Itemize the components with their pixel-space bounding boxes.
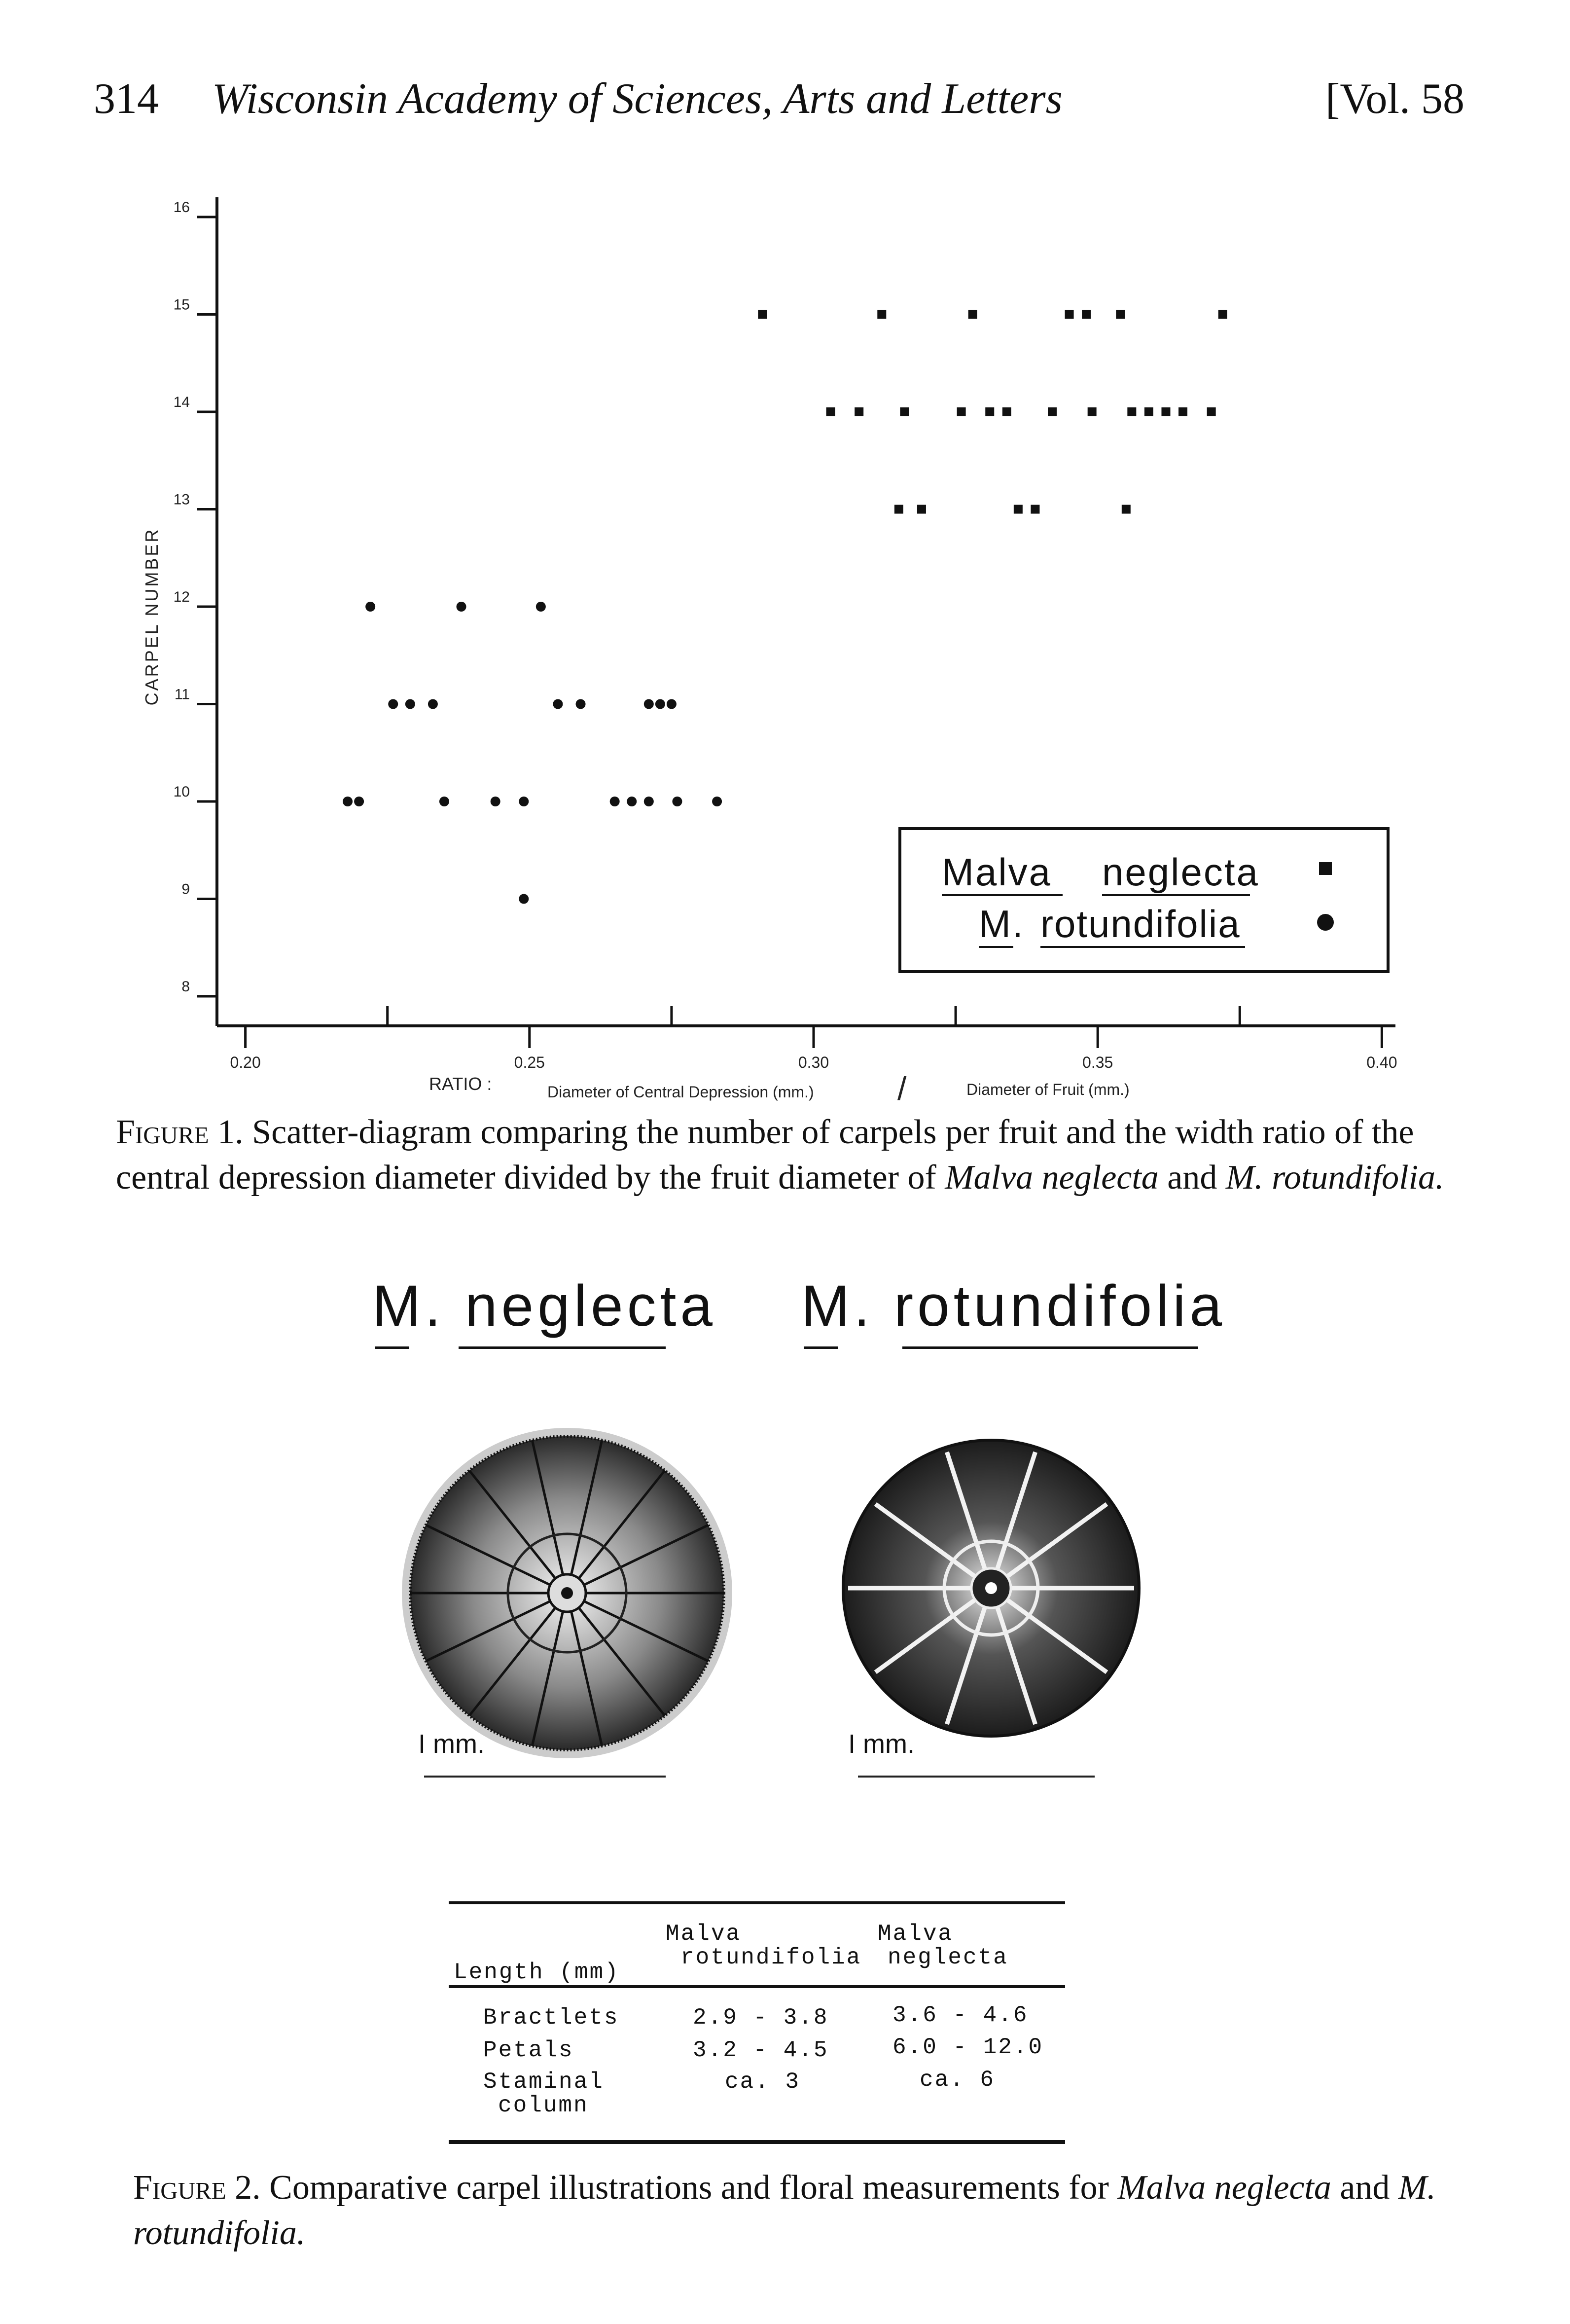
figure1-caption-label: Figure 1. (116, 1113, 244, 1151)
title-rotundifolia-genus: M. (801, 1273, 874, 1339)
x-tick-label: 0.25 (514, 1053, 545, 1071)
y-tick-label: 11 (174, 686, 190, 703)
y-tick-label: 13 (173, 491, 190, 508)
figure2-caption-species-2: M. rotundifolia. (133, 2169, 1436, 2252)
data-point-rotundifolia (576, 699, 586, 709)
data-point-neglecta (1122, 505, 1131, 514)
data-point-rotundifolia (354, 797, 364, 806)
data-point-rotundifolia (610, 797, 620, 806)
x-tick-label: 0.40 (1366, 1053, 1397, 1071)
x-axis-label-numerator: Diameter of Central Depression (mm.) (547, 1083, 814, 1101)
col-header-rotundifolia-line1: Malva (666, 1921, 742, 1947)
scale-label-right: I mm. (848, 1729, 915, 1759)
title-rotundifolia-species: rotundifolia (893, 1273, 1226, 1339)
data-point-neglecta (968, 310, 977, 319)
data-point-rotundifolia (553, 699, 563, 709)
table-header-rule (449, 1985, 1065, 1988)
title-neglecta-genus: M. (372, 1273, 445, 1339)
table-row-label: Bractlets (483, 2005, 619, 2031)
underline (804, 1346, 838, 1349)
data-point-rotundifolia (519, 797, 529, 806)
col-header-neglecta-line2: neglecta (888, 1945, 1008, 1970)
table-cell-neglecta: ca. 6 (920, 2067, 996, 2093)
data-point-neglecta (1178, 407, 1187, 416)
data-point-rotundifolia (491, 797, 500, 806)
data-point-neglecta (1161, 407, 1170, 416)
data-point-neglecta (894, 505, 903, 514)
legend-label-neglecta-genus: Malva (942, 850, 1052, 894)
table-row-label: Staminal (483, 2069, 604, 2095)
table-top-rule (449, 1901, 1065, 1904)
x-axis-label-slash: / (897, 1070, 907, 1107)
figure1-caption-species-1: Malva neglecta (945, 1159, 1159, 1197)
legend-label-rotundifolia-genus: M. (979, 902, 1025, 945)
x-axis-ticks (230, 1006, 1397, 1071)
data-point-rotundifolia (644, 797, 654, 806)
data-point-neglecta (1207, 407, 1216, 416)
data-point-rotundifolia (405, 699, 415, 709)
data-point-neglecta (957, 407, 966, 416)
figure1-scatter-chart (113, 187, 1425, 1139)
legend-marker-circle (1317, 914, 1334, 931)
data-point-rotundifolia (439, 797, 449, 806)
x-tick-label: 0.20 (230, 1053, 261, 1071)
axis-labels (142, 528, 1130, 1107)
journal-title: Wisconsin Academy of Sciences, Arts and Letters (212, 75, 1063, 123)
data-point-rotundifolia (428, 699, 438, 709)
y-tick-label: 9 (181, 881, 190, 898)
data-point-rotundifolia (388, 699, 398, 709)
fruit-illustration-rotundifolia (833, 1430, 1149, 1746)
figure2-caption-text: Comparative carpel illustrations and floral measurements for (269, 2169, 1109, 2207)
x-tick-label: 0.30 (798, 1053, 829, 1071)
data-point-neglecta (877, 310, 886, 319)
scale-bar-left (424, 1776, 666, 1778)
underline (459, 1346, 666, 1349)
data-point-neglecta (1127, 407, 1136, 416)
title-neglecta-species: neglecta (464, 1273, 717, 1339)
table-cell-rotundifolia: 3.2 - 4.5 (693, 2037, 829, 2063)
data-point-neglecta (1048, 407, 1057, 416)
scale-label-left: I mm. (418, 1729, 485, 1759)
y-tick-label: 12 (173, 589, 190, 605)
volume-label: [Vol. 58 (1325, 75, 1464, 123)
data-point-neglecta (1065, 310, 1074, 319)
data-point-rotundifolia (457, 602, 466, 612)
y-tick-label: 8 (181, 979, 190, 995)
data-point-neglecta (826, 407, 835, 416)
col-header-rotundifolia-line2: rotundifolia (680, 1945, 862, 1970)
fruit-illustration-neglecta (394, 1420, 740, 1766)
data-point-neglecta (1031, 505, 1039, 514)
data-point-rotundifolia (627, 797, 637, 806)
table-bottom-rule (449, 2140, 1065, 2144)
x-axis-label-denominator: Diameter of Fruit (mm.) (966, 1081, 1130, 1098)
scale-bar-right (858, 1776, 1095, 1778)
table-cell-neglecta: 3.6 - 4.6 (892, 2002, 1029, 2028)
legend-label-rotundifolia-species: rotundifolia (1040, 902, 1241, 945)
data-point-neglecta (1014, 505, 1023, 514)
data-point-rotundifolia (672, 797, 682, 806)
data-point-neglecta (917, 505, 926, 514)
data-point-rotundifolia (712, 797, 722, 806)
x-axis-label-prefix: RATIO : (429, 1074, 492, 1094)
col-header-neglecta-line1: Malva (878, 1921, 954, 1947)
figure2-title-neglecta (372, 1272, 716, 1340)
data-points (343, 310, 1227, 904)
data-point-neglecta (1144, 407, 1153, 416)
figure2-caption (133, 2165, 1460, 2256)
data-point-neglecta (855, 407, 863, 416)
measurements-table (449, 1901, 1065, 2158)
figure2-title-rotundifolia (801, 1272, 1226, 1340)
underline (375, 1346, 409, 1349)
table-cell-rotundifolia: 2.9 - 3.8 (693, 2005, 829, 2031)
data-point-neglecta (1116, 310, 1125, 319)
data-point-rotundifolia (519, 894, 529, 904)
y-tick-label: 10 (173, 784, 190, 800)
legend-marker-square (1319, 862, 1332, 875)
figure2-caption-label: Figure 2. (133, 2169, 261, 2207)
data-point-neglecta (1088, 407, 1097, 416)
figure2-caption-species-1: Malva neglecta (1117, 2169, 1331, 2207)
data-point-rotundifolia (365, 602, 375, 612)
legend-label-neglecta-species: neglecta (1102, 850, 1259, 894)
y-tick-label: 14 (173, 394, 190, 410)
x-tick-label: 0.35 (1082, 1053, 1113, 1071)
data-point-neglecta (1002, 407, 1011, 416)
row-header-length: Length (mm) (454, 1960, 620, 1985)
data-point-rotundifolia (655, 699, 665, 709)
data-point-neglecta (985, 407, 994, 416)
y-tick-label: 15 (173, 296, 190, 313)
data-point-neglecta (1082, 310, 1091, 319)
table-row-label-line2: column (498, 2093, 589, 2118)
table-cell-neglecta: 6.0 - 12.0 (892, 2034, 1044, 2060)
figure1-caption-species-2: M. rotundifolia. (1225, 1159, 1444, 1197)
chart-legend (900, 829, 1388, 972)
y-axis-ticks (174, 199, 217, 996)
data-point-neglecta (900, 407, 909, 416)
page-number: 314 (94, 75, 159, 123)
figure1-caption (116, 1110, 1457, 1200)
data-point-rotundifolia (343, 797, 353, 806)
data-point-neglecta (758, 310, 767, 319)
figure1-caption-text: Scatter-diagram comparing the number of carpels per fruit and the width ratio of the central depression diameter divided by the fruit diameter of (116, 1113, 1414, 1197)
y-axis-label: CARPEL NUMBER (142, 527, 162, 706)
data-point-rotundifolia (644, 699, 654, 709)
data-point-neglecta (1218, 310, 1227, 319)
figure2-caption-and: and (1340, 2169, 1390, 2207)
data-point-rotundifolia (667, 699, 677, 709)
table-row-label: Petals (483, 2037, 574, 2063)
y-tick-label: 16 (173, 199, 190, 216)
data-point-rotundifolia (536, 602, 546, 612)
table-cell-rotundifolia: ca. 3 (725, 2069, 801, 2095)
figure1-caption-and: and (1167, 1159, 1217, 1197)
running-head (94, 74, 1464, 133)
underline (902, 1346, 1198, 1349)
